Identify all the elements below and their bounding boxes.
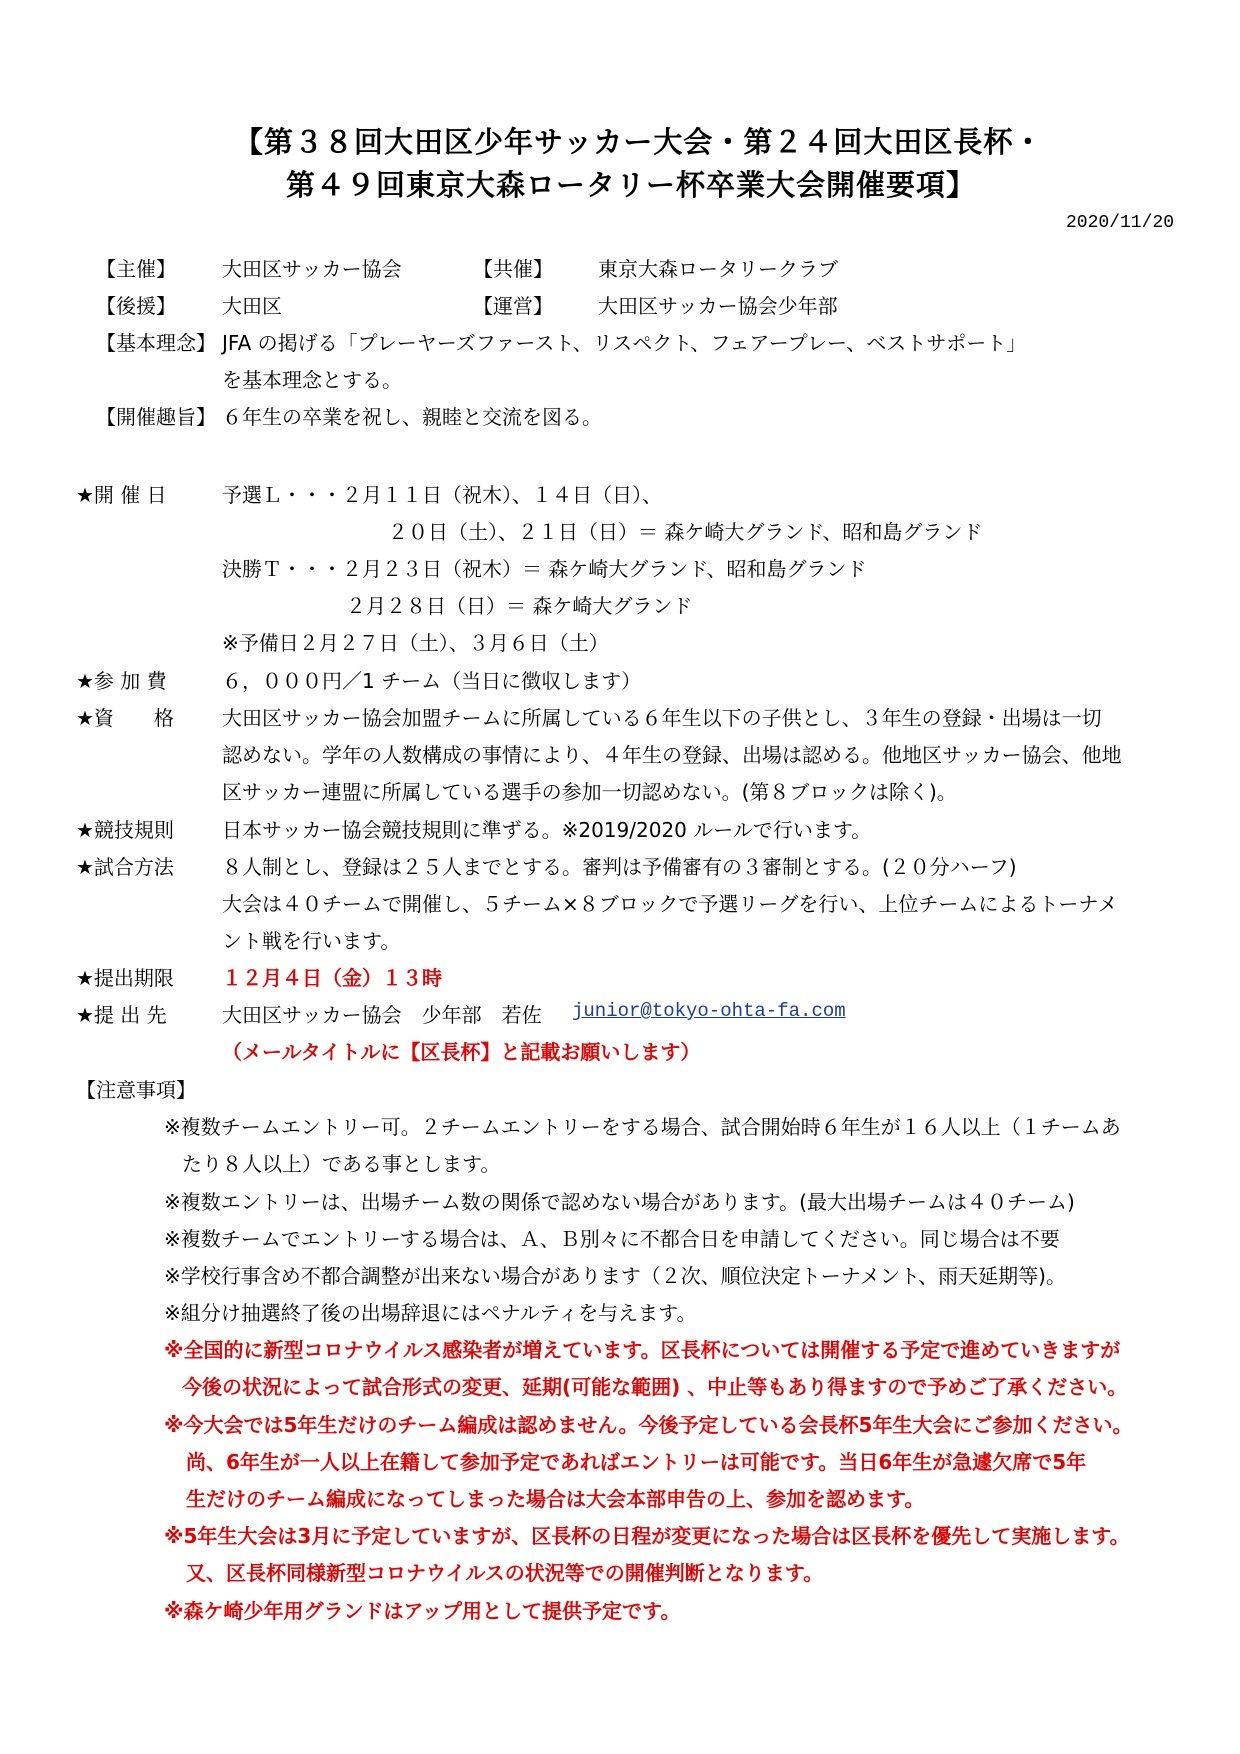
notes-label: 【注意事項】	[76, 1078, 196, 1102]
cohost-value: 東京大森ロータリークラブ	[598, 257, 838, 281]
note-red-2a: ※今大会では5年生だけのチーム編成は認めません。今後予定している会長杯5年生大会にご参加ください。	[164, 1413, 1133, 1437]
note-3: ※複数チームでエントリーする場合は、Ａ、Ｂ別々に不都合日を申請してください。同じ場合は不要	[164, 1227, 1060, 1251]
eligibility-line-1: 大田区サッカー協会加盟チームに所属している６年生以下の子供とし、３年生の登録・出場は一切	[222, 706, 1102, 730]
submission-value: 大田区サッカー協会 少年部 若佐	[222, 1003, 542, 1027]
eligibility-line-2: 認めない。学年の人数構成の事情により、４年生の登録、出場は認める。他地区サッカー協会、他地	[222, 743, 1122, 767]
format-label: ★試合方法	[76, 855, 174, 879]
host-value: 大田区サッカー協会	[222, 257, 402, 281]
eligibility-label: ★資 格	[76, 706, 174, 730]
schedule-line-2: ２０日（土）、２１日（日）＝ 森ケ崎大グランド、昭和島グランド	[388, 520, 983, 544]
operation-label: 【運営】	[473, 294, 553, 318]
schedule-line-5: ※予備日２月２７日（土）、３月６日（土）	[222, 631, 609, 655]
schedule-label: ★開 催 日	[76, 483, 167, 507]
schedule-line-1: 予選Ｌ・・・２月１１日（祝木）、１４日（日）、	[222, 483, 662, 507]
format-line-1: ８人制とし、登録は２５人までとする。審判は予備審有の３審制とする。(２０分ハーフ)	[222, 855, 1017, 879]
note-5: ※組分け抽選終了後の出場辞退にはペナルティを与えます。	[164, 1301, 697, 1325]
eligibility-line-3: 区サッカー連盟に所属している選手の参加一切認めない。(第８ブロックは除く)。	[222, 780, 957, 804]
note-1b: たり８人以上）である事とします。	[182, 1152, 501, 1176]
submission-note: （メールタイトルに【区長杯】と記載お願いします）	[222, 1040, 701, 1064]
note-2: ※複数エントリーは、出場チーム数の関係で認めない場合があります。(最大出場チームは４０チーム)	[164, 1190, 1075, 1214]
deadline-label: ★提出期限	[76, 966, 174, 990]
host-label: 【主催】	[96, 257, 176, 281]
philosophy-label: 【基本理念】	[96, 331, 216, 355]
note-red-1a: ※全国的に新型コロナウイルス感染者が増えています。区長杯については開催する予定で進めていきますが	[164, 1338, 1121, 1362]
fee-label: ★参 加 費	[76, 669, 167, 693]
rules-label: ★競技規則	[76, 818, 174, 842]
note-red-2b: 尚、6年生が一人以上在籍して参加予定であればエントリーは可能です。当日6年生が急遽欠席で5年	[186, 1450, 1087, 1474]
submission-label: ★提 出 先	[76, 1003, 167, 1027]
schedule-line-3: 決勝Ｔ・・・２月２３日（祝木）＝ 森ケ崎大グランド、昭和島グランド	[222, 557, 867, 581]
title-line-2: 第４９回東京大森ロータリー杯卒業大会開催要項】	[286, 168, 977, 202]
note-red-3b: 又、区長杯同様新型コロナウイルスの状況等での開催判断となります。	[186, 1561, 824, 1585]
operation-value: 大田区サッカー協会少年部	[598, 294, 838, 318]
cohost-label: 【共催】	[473, 257, 553, 281]
title-line-1: 【第３８回大田区少年サッカー大会・第２４回大田区長杯・	[234, 125, 1044, 159]
support-value: 大田区	[222, 294, 282, 318]
submission-email-link[interactable]: junior@tokyo-ohta-fa.com	[572, 1000, 846, 1022]
philosophy-line-1: JFA の掲げる「プレーヤーズファースト、リスペクト、フェアープレー、ベストサポート」	[222, 331, 1027, 355]
format-line-3: ント戦を行います。	[222, 929, 401, 953]
schedule-line-4: ２月２８日（日）＝ 森ケ崎大グランド	[346, 594, 693, 618]
note-red-2c: 生だけのチーム編成になってしまった場合は大会本部申告の上、参加を認めます。	[186, 1487, 925, 1511]
philosophy-line-2: を基本理念とする。	[222, 368, 402, 392]
note-1a: ※複数チームエントリー可。２チームエントリーをする場合、試合開始時６年生が１６人以上（１チームあ	[164, 1115, 1121, 1139]
purpose-label: 【開催趣旨】	[96, 405, 216, 429]
note-4: ※学校行事含め不都合調整が出来ない場合があります（２次、順位決定トーナメント、雨天延期等)。	[164, 1264, 1066, 1288]
purpose-value: ６年生の卒業を祝し、親睦と交流を図る。	[222, 405, 602, 429]
fee-value: ６，０００円／1 チーム（当日に徴収します）	[222, 669, 642, 693]
rules-value: 日本サッカー協会競技規則に準ずる。※2019/2020 ルールで行います。	[222, 818, 872, 842]
note-red-4: ※森ケ崎少年用グランドはアップ用として提供予定です。	[164, 1599, 681, 1623]
document-date: 2020/11/20	[1066, 213, 1175, 233]
note-red-3a: ※5年生大会は3月に予定していますが、区長杯の日程が変更になった場合は区長杯を優先して実施します。	[164, 1524, 1130, 1548]
deadline-value: １２月４日（金）１３時	[222, 966, 442, 990]
note-red-1b: 今後の状況によって試合形式の変更、延期(可能な範囲) 、中止等もあり得ますので予めご了承ください。	[182, 1375, 1128, 1399]
format-line-2: 大会は４０チームで開催し、５チーム×８ブロックで予選リーグを行い、上位チームによるトーナメ	[222, 892, 1118, 916]
support-label: 【後援】	[96, 294, 176, 318]
